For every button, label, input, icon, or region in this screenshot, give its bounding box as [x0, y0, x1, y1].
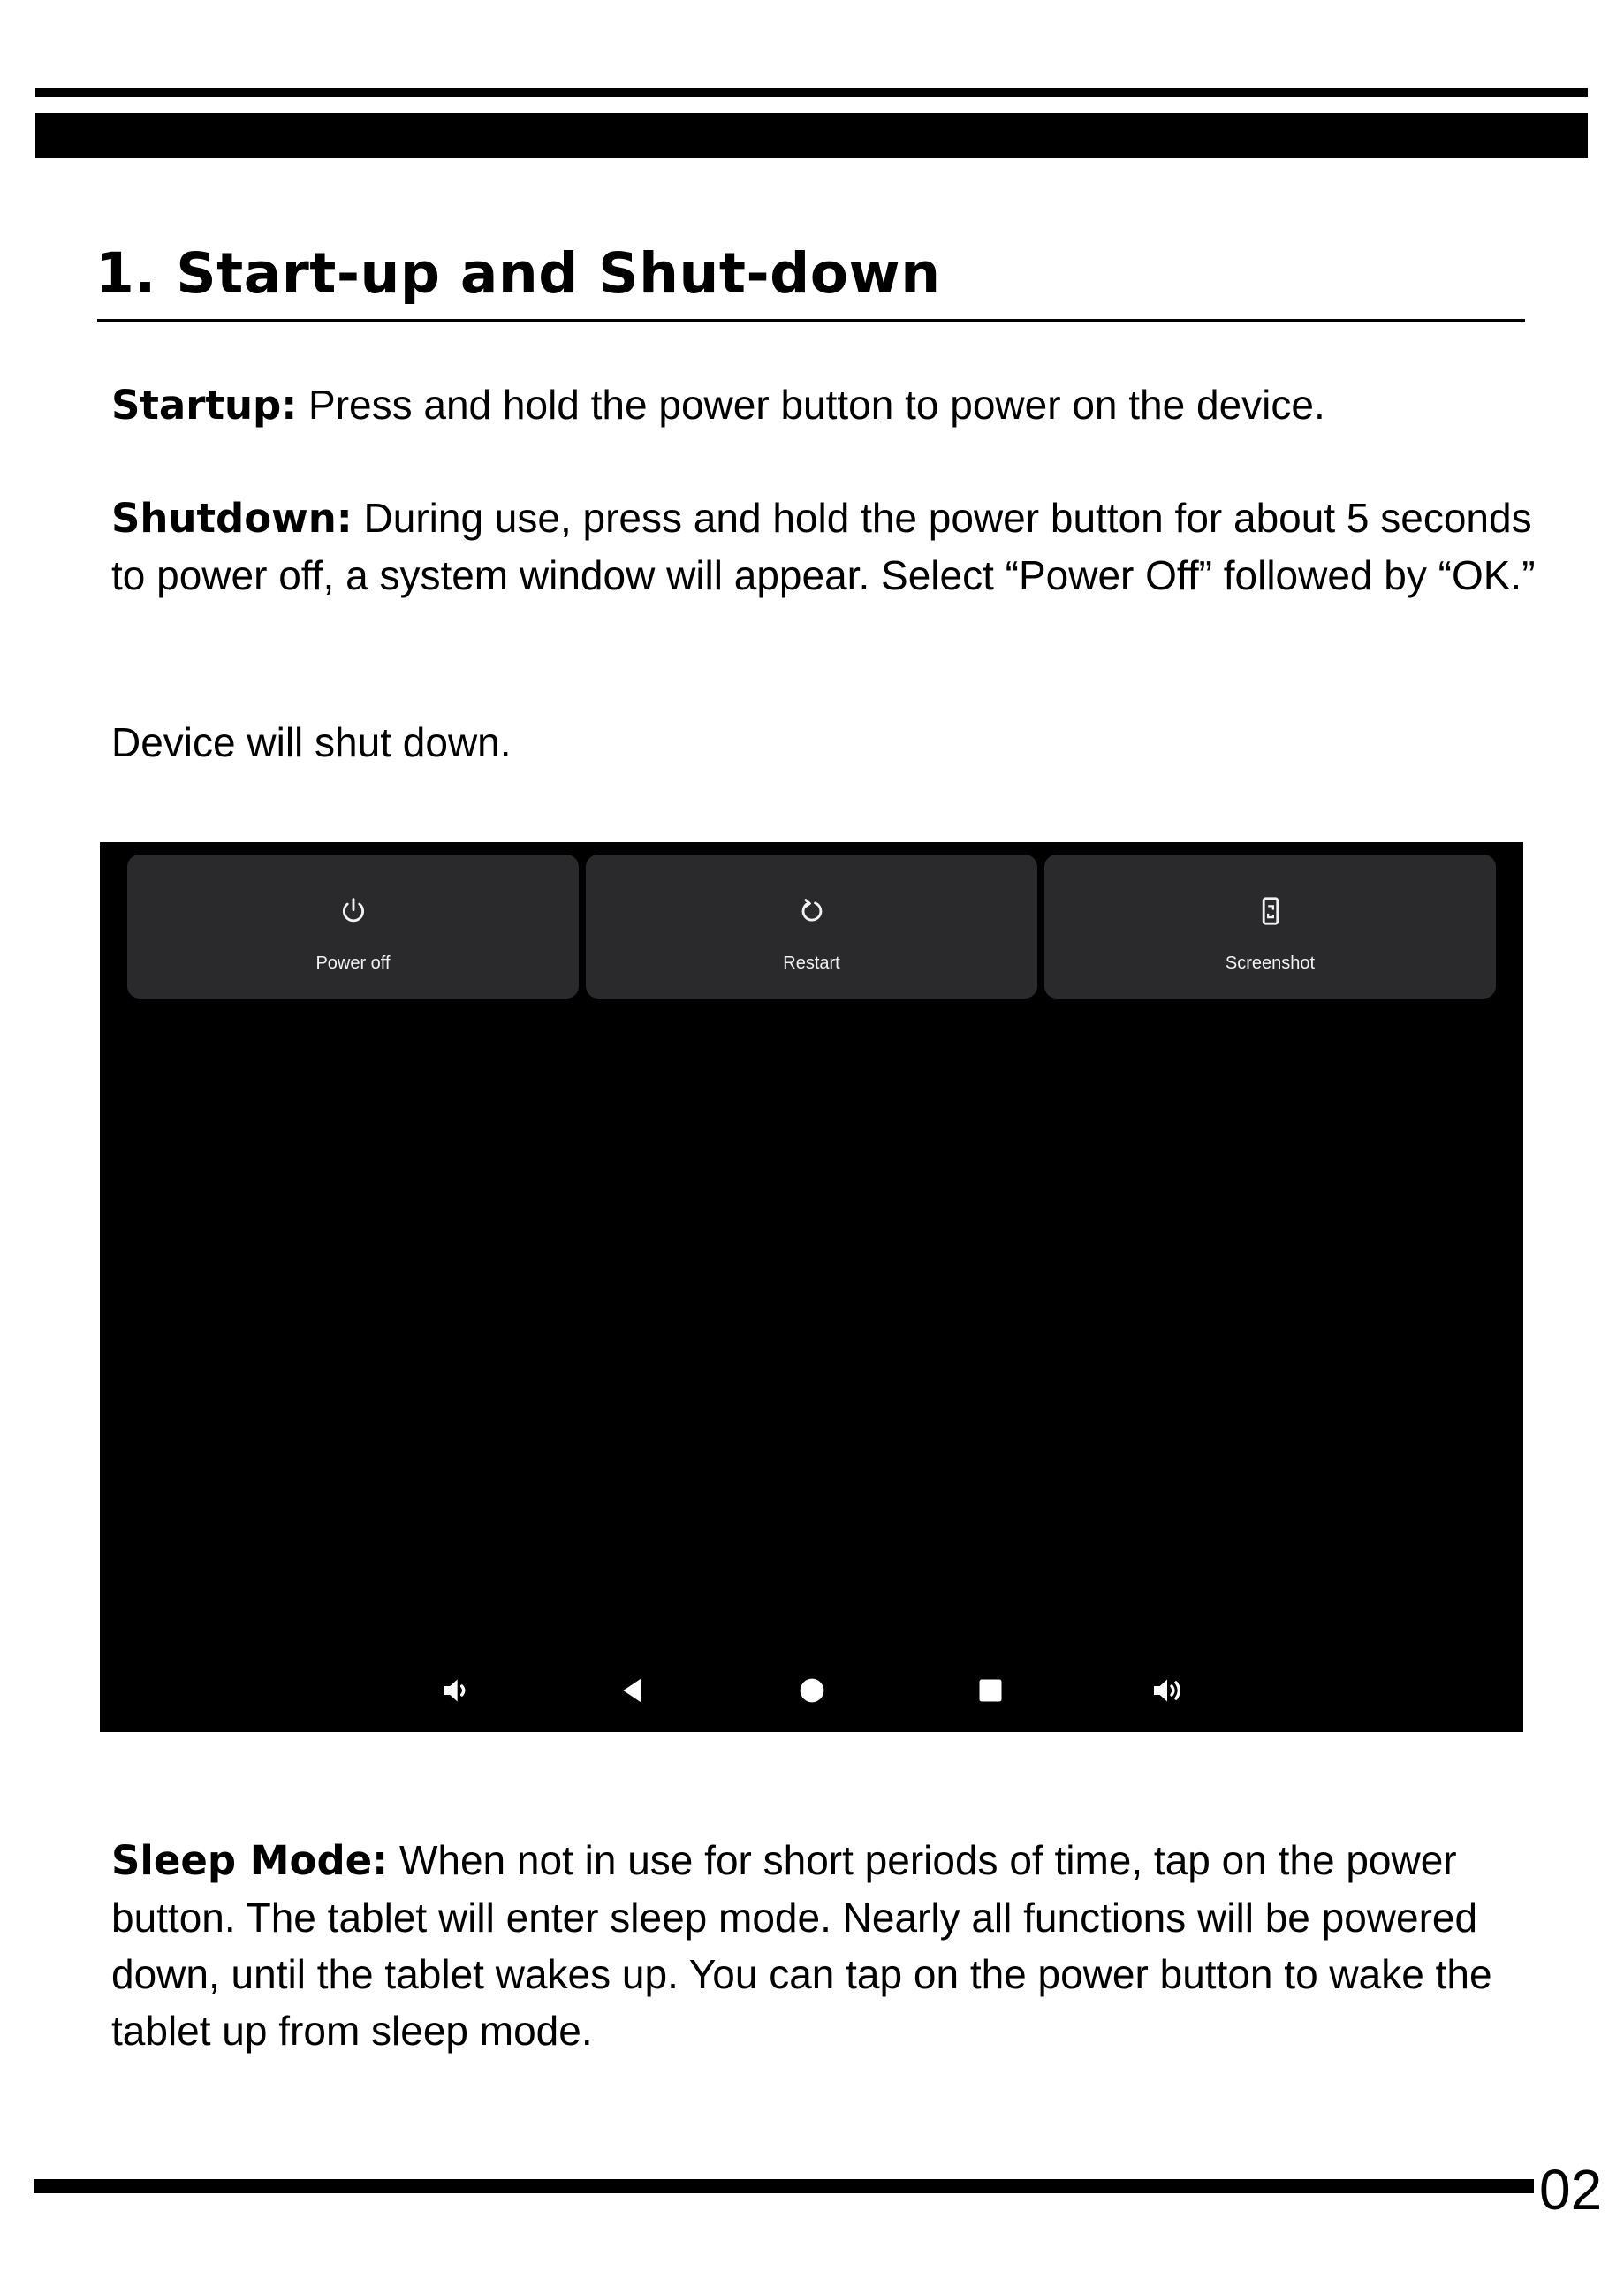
- volume-down-icon[interactable]: [438, 1673, 474, 1708]
- shutdown-text: During use, press and hold the power button for about 5 seconds to power off, a system window will appear. Select “Power Off” followed by “OK.”: [111, 495, 1536, 598]
- header-thick-bar: [35, 113, 1588, 158]
- sleep-mode-label: Sleep Mode:: [111, 1837, 389, 1884]
- power-menu-screenshot: [100, 842, 1523, 1732]
- device-note: Device will shut down.: [111, 719, 512, 765]
- home-icon[interactable]: [794, 1673, 830, 1708]
- back-icon[interactable]: [616, 1673, 651, 1708]
- power-off-button[interactable]: [127, 855, 579, 999]
- startup-text: Press and hold the power button to power on the device.: [297, 382, 1325, 428]
- screenshot-icon: [1256, 896, 1286, 926]
- sleep-mode-text: When not in use for short periods of time, tap on the power button. The tablet will enter sleep mode. Nearly all functions will be powered down, until the tablet wakes up. You can tap on the power button to wake the tablet up from sleep mode.: [111, 1837, 1492, 2054]
- startup-paragraph: [111, 376, 1543, 434]
- screenshot-label: Screenshot: [1225, 953, 1316, 973]
- power-off-label: Power off: [315, 953, 391, 973]
- restart-label: Restart: [783, 953, 840, 973]
- restart-icon: [797, 896, 827, 926]
- page-number: 02: [1539, 2158, 1603, 2222]
- startup-label: Startup:: [111, 382, 298, 429]
- section-heading: 1. Start-up and Shut-down: [95, 241, 941, 306]
- heading-underline: [97, 319, 1525, 322]
- power-icon: [338, 896, 368, 926]
- sleep-mode-paragraph: [111, 1832, 1543, 2059]
- volume-up-icon[interactable]: [1150, 1673, 1185, 1708]
- navigation-bar: [100, 1673, 1523, 1708]
- restart-button[interactable]: [586, 855, 1037, 999]
- header-thin-rule: [35, 88, 1588, 97]
- screenshot-button[interactable]: [1044, 855, 1496, 999]
- shutdown-label: Shutdown:: [111, 495, 353, 542]
- shutdown-paragraph: [111, 490, 1543, 604]
- footer-rule: [34, 2179, 1534, 2193]
- recent-apps-icon[interactable]: [973, 1673, 1008, 1708]
